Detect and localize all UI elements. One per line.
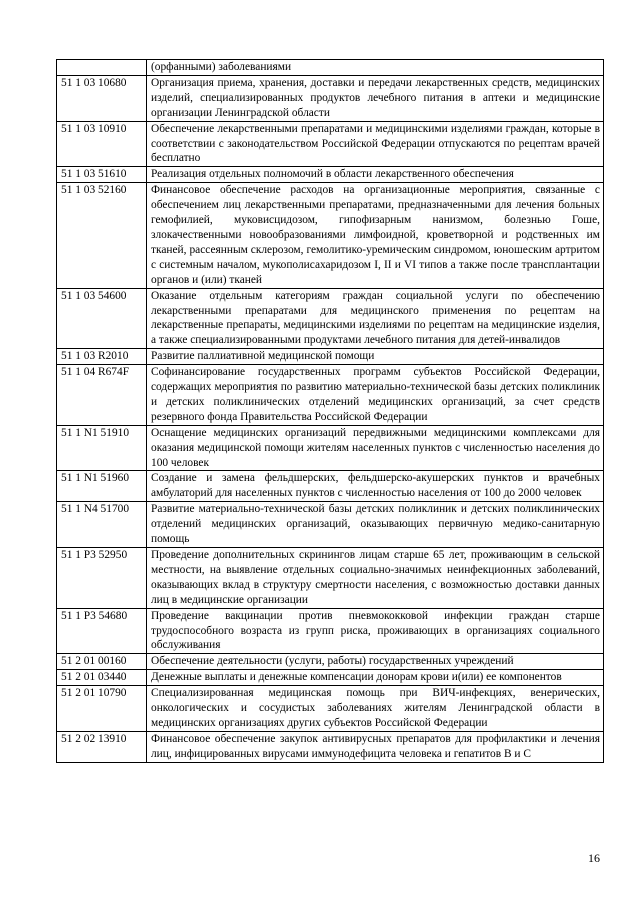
table-row xyxy=(57,608,604,654)
table-row xyxy=(57,654,604,670)
table-row xyxy=(57,686,604,732)
table-row xyxy=(57,288,604,349)
expense-description: Софинансирование государственных программ субъектов Российской Федерации, содержащих мероприятия по развитию материально-технической базы детских поликлиник и детских поликлинических отделений медицинских организаций, за счет средств резервного фонда Правительства Российской Федерации xyxy=(147,365,604,426)
table-row xyxy=(57,121,604,167)
table-row xyxy=(57,60,604,76)
classification-code: 51 1 N1 51910 xyxy=(57,425,147,471)
table-row xyxy=(57,548,604,609)
classification-code xyxy=(57,60,147,76)
table-row xyxy=(57,167,604,183)
classification-code: 51 1 N4 51700 xyxy=(57,502,147,548)
table-row xyxy=(57,670,604,686)
classification-code: 51 1 03 51610 xyxy=(57,167,147,183)
expense-description: Денежные выплаты и денежные компенсации донорам крови и(или) ее компонентов xyxy=(147,670,604,686)
classification-code: 51 2 02 13910 xyxy=(57,731,147,762)
expense-description: Обеспечение лекарственными препаратами и медицинскими изделиями граждан, которые в соответствии с законодательством Российской Федерации отпускаются по рецептам врачей бесплатно xyxy=(147,121,604,167)
expense-description: Создание и замена фельдшерских, фельдшерско-акушерских пунктов и врачебных амбулаторий для населенных пунктов с численностью населения от 100 до 2000 человек xyxy=(147,471,604,502)
expense-description: Обеспечение деятельности (услуги, работы) государственных учреждений xyxy=(147,654,604,670)
table-row xyxy=(57,471,604,502)
classification-code: 51 1 03 10910 xyxy=(57,121,147,167)
classification-code: 51 1 P3 54680 xyxy=(57,608,147,654)
expense-description: (орфанными) заболеваниями xyxy=(147,60,604,76)
expense-description: Развитие паллиативной медицинской помощи xyxy=(147,349,604,365)
expense-description: Развитие материально-технической базы детских поликлиник и детских поликлинических отделений медицинских организаций, оказывающих первичную медико-санитарную помощь xyxy=(147,502,604,548)
expense-description: Специализированная медицинская помощь при ВИЧ-инфекциях, венерических, онкологических и сосудистых заболеваниях жителям Ленинградской области в медицинских организациях других субъектов Российской Федерации xyxy=(147,686,604,732)
classification-code: 51 1 N1 51960 xyxy=(57,471,147,502)
table-row xyxy=(57,502,604,548)
expense-description: Проведение вакцинации против пневмококковой инфекции граждан старше трудоспособного возраста из групп риска, проживающих в организациях социального обслуживания xyxy=(147,608,604,654)
table-row xyxy=(57,183,604,288)
classification-code: 51 1 04 R674F xyxy=(57,365,147,426)
page-number: 16 xyxy=(588,851,600,865)
expense-description: Оказание отдельным категориям граждан социальной услуги по обеспечению лекарственными препаратами для медицинского применения по рецептам на лекарственные препараты, медицинскими изделиями по рецептам на медицинские изделия, а также специализированными продуктами лечебного питания для детей-инвалидов xyxy=(147,288,604,349)
table-row xyxy=(57,731,604,762)
table-row xyxy=(57,425,604,471)
budget-code-table xyxy=(56,59,604,763)
classification-code: 51 2 01 00160 xyxy=(57,654,147,670)
classification-code: 51 1 03 54600 xyxy=(57,288,147,349)
table-row xyxy=(57,75,604,121)
classification-code: 51 1 03 10680 xyxy=(57,75,147,121)
classification-code: 51 1 P3 52950 xyxy=(57,548,147,609)
expense-description: Организация приема, хранения, доставки и передачи лекарственных средств, медицинских изделий, специализированных продуктов лечебного питания в аптеки и медицинские организации Ленинградской области xyxy=(147,75,604,121)
table-row xyxy=(57,365,604,426)
classification-code: 51 2 01 03440 xyxy=(57,670,147,686)
classification-code: 51 1 03 52160 xyxy=(57,183,147,288)
classification-code: 51 1 03 R2010 xyxy=(57,349,147,365)
classification-code: 51 2 01 10790 xyxy=(57,686,147,732)
expense-description: Финансовое обеспечение закупок антивирусных препаратов для профилактики и лечения лиц, инфицированных вирусами иммунодефицита человека и гепатитов В и С xyxy=(147,731,604,762)
expense-description: Финансовое обеспечение расходов на организационные мероприятия, связанные с обеспечением лиц лекарственными препаратами, предназначенными для лечения больных гемофилией, муковисцидозом, гипофизарным нанизмом, болезнью Гоше, злокачественными новообразованиями лимфоидной, кроветворной и родственных им тканей, рассеянным склерозом, гемолитико-уремическим синдромом, юношеским артритом с системным началом, мукополисахаридозом I, II и VI типов а также после трансплантации органов и (или) тканей xyxy=(147,183,604,288)
expense-description: Реализация отдельных полномочий в области лекарственного обеспечения xyxy=(147,167,604,183)
expense-description: Оснащение медицинских организаций передвижными медицинскими комплексами для оказания медицинской помощи жителям населенных пунктов с численностью населения до 100 человек xyxy=(147,425,604,471)
table-row xyxy=(57,349,604,365)
expense-description: Проведение дополнительных скринингов лицам старше 65 лет, проживающим в сельской местности, на выявление отдельных социально-значимых неинфекционных заболеваний, оказывающих вклад в структуру смертности населения, с возможностью доставки данных лиц в медицинские организации xyxy=(147,548,604,609)
